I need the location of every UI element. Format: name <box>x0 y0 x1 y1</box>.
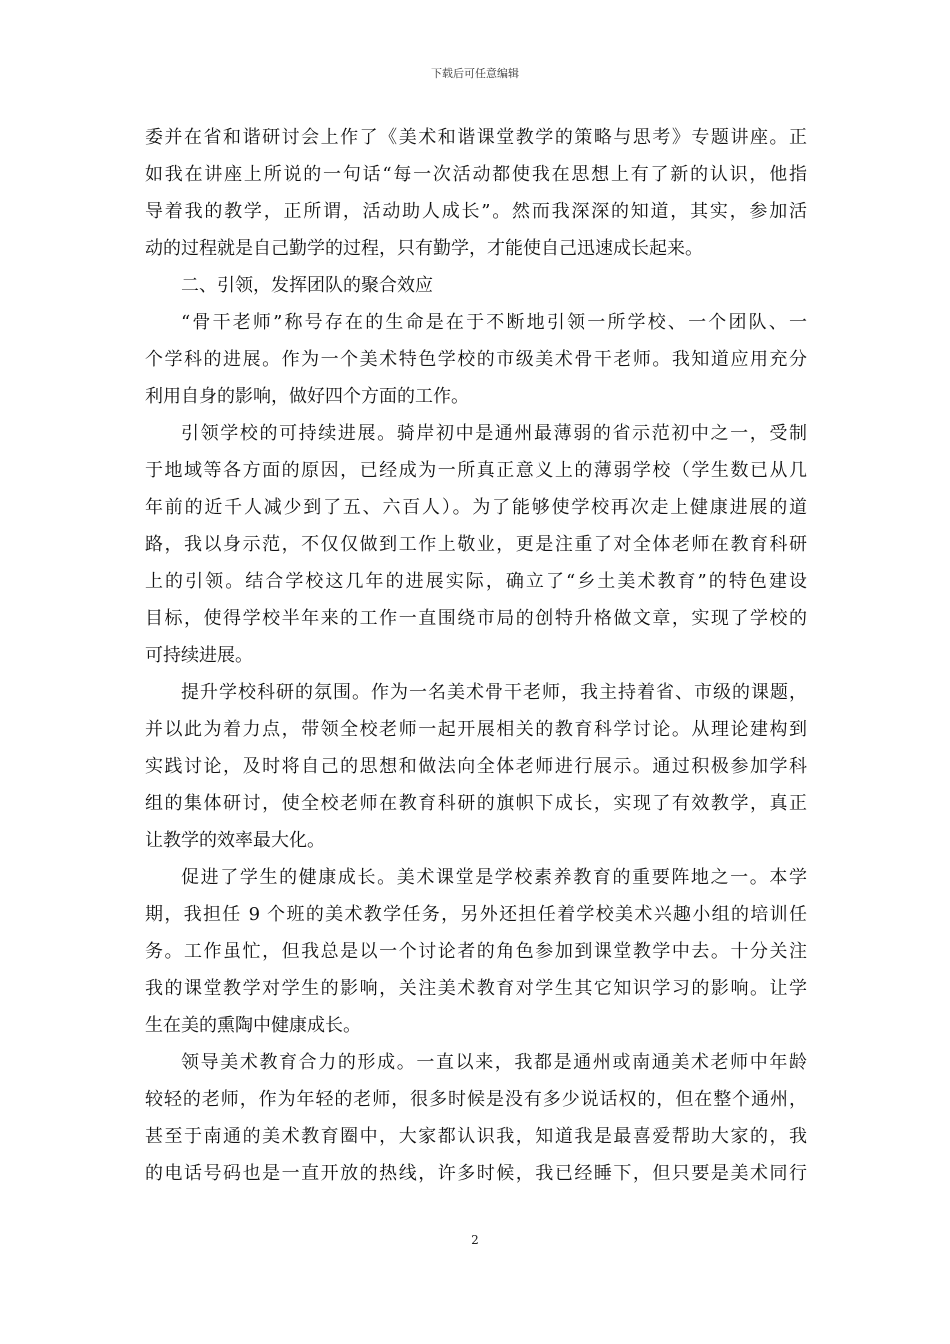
text-line: 路，我以身示范，不仅仅做到工作上敬业，更是注重了对全体老师在教育科研 <box>145 534 807 555</box>
text-line: 甚至于南通的美术教育圈中，大家都认识我，知道我是最喜爱帮助大家的，我 <box>145 1126 807 1147</box>
text-line: “骨干老师”称号存在的生命是在于不断地引领一所学校、一个团队、一 <box>181 312 807 333</box>
text-line: 委并在省和谐研讨会上作了《美术和谐课堂教学的策略与思考》专题讲座。正 <box>145 127 807 148</box>
text-line: 期，我担任 9 个班的美术教学任务，另外还担任着学校美术兴趣小组的培训任 <box>145 904 807 925</box>
section-heading <box>145 267 807 304</box>
paragraph <box>145 1044 807 1192</box>
paragraph <box>145 119 807 267</box>
text-line: 并以此为着力点，带领全校老师一起开展相关的教育科学讨论。从理论建构到 <box>145 719 807 740</box>
text-line: 我的课堂教学对学生的影响，关注美术教育对学生其它知识学习的影响。让学 <box>145 978 807 999</box>
text-line: 于地域等各方面的原因，已经成为一所真正意义上的薄弱学校（学生数已从几 <box>145 460 807 481</box>
text-line: 提升学校科研的氛围。作为一名美术骨干老师，我主持着省、市级的课题， <box>181 682 807 703</box>
paragraph <box>145 859 807 1044</box>
text-line: 的电话号码也是一直开放的热线，许多时候，我已经睡下，但只要是美术同行 <box>145 1163 807 1184</box>
text-line: 利用自身的影响，做好四个方面的工作。 <box>145 386 469 407</box>
page-header: 下载后可任意编辑 <box>431 67 519 80</box>
text-line: 领导美术教育合力的形成。一直以来，我都是通州或南通美术老师中年龄 <box>181 1052 807 1073</box>
text-line: 动的过程就是自己勤学的过程，只有勤学，才能使自己迅速成长起来。 <box>145 238 703 259</box>
text-line: 务。工作虽忙，但我总是以一个讨论者的角色参加到课堂教学中去。十分关注 <box>145 941 807 962</box>
paragraph <box>145 674 807 859</box>
text-line: 上的引领。结合学校这几年的进展实际，确立了“乡土美术教育”的特色建设 <box>145 571 807 592</box>
page-number: 2 <box>471 1233 479 1247</box>
text-line: 促进了学生的健康成长。美术课堂是学校素养教育的重要阵地之一。本学 <box>181 867 807 888</box>
text-line: 引领学校的可持续进展。骑岸初中是通州最薄弱的省示范初中之一，受制 <box>181 423 807 444</box>
text-line: 导着我的教学，正所谓，活动助人成长”。然而我深深的知道，其实，参加活 <box>145 201 807 222</box>
text-line: 个学科的进展。作为一个美术特色学校的市级美术骨干老师。我知道应用充分 <box>145 349 807 370</box>
paragraph <box>145 304 807 415</box>
text-line: 较轻的老师，作为年轻的老师，很多时候是没有多少说话权的，但在整个通州， <box>145 1089 807 1110</box>
document-body <box>145 119 807 1192</box>
text-line: 二、引领，发挥团队的聚合效应 <box>181 275 433 296</box>
text-line: 可持续进展。 <box>145 645 253 666</box>
text-line: 年前的近千人减少到了五、六百人）。为了能够使学校再次走上健康进展的道 <box>145 497 807 518</box>
text-line: 让教学的效率最大化。 <box>145 830 325 851</box>
text-line: 如我在讲座上所说的一句话“每一次活动都使我在思想上有了新的认识，他指 <box>145 164 807 185</box>
text-line: 实践讨论，及时将自己的思想和做法向全体老师进行展示。通过积极参加学科 <box>145 756 807 777</box>
paragraph <box>145 415 807 674</box>
text-line: 生在美的熏陶中健康成长。 <box>145 1015 361 1036</box>
text-line: 组的集体研讨，使全校老师在教育科研的旗帜下成长，实现了有效教学，真正 <box>145 793 807 814</box>
text-line: 目标，使得学校半年来的工作一直围绕市局的创特升格做文章，实现了学校的 <box>145 608 807 629</box>
